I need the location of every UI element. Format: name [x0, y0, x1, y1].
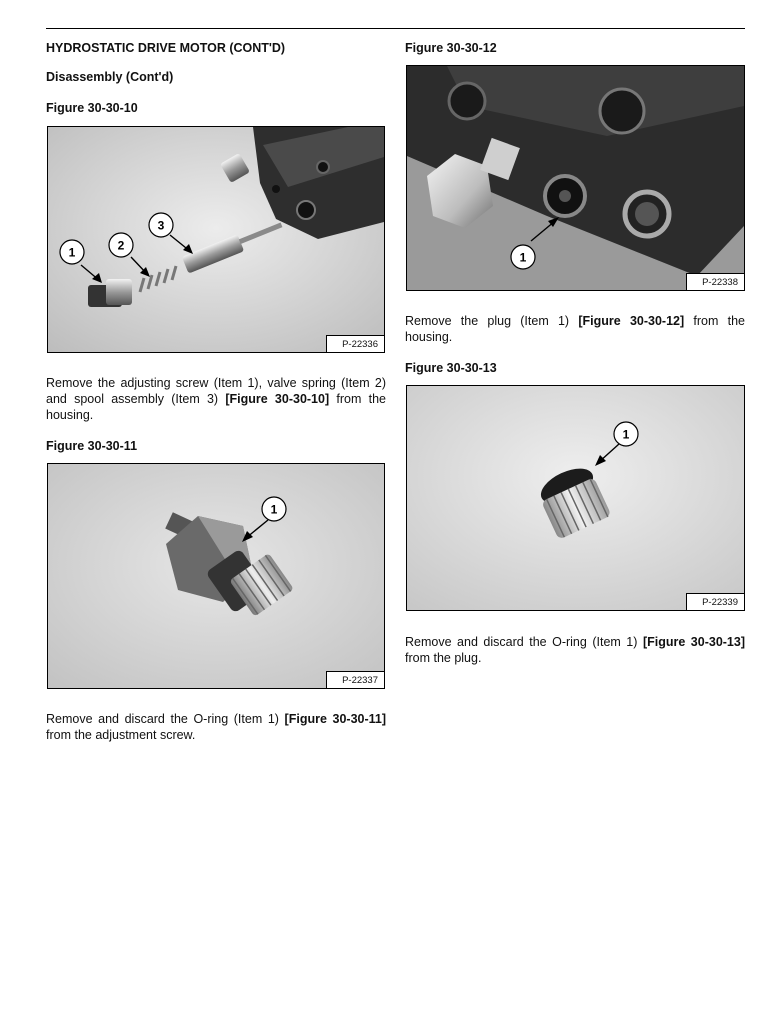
callout-1: 1: [270, 502, 278, 517]
figure-caption-10: Figure 30-30-10: [46, 101, 138, 115]
figure-30-30-12: [406, 65, 745, 291]
paragraph-text: from the housing.: [405, 314, 745, 344]
paragraph-text: from the adjustment screw.: [46, 728, 196, 742]
photo-id-tag: P-22338: [686, 273, 744, 290]
callout-3: 3: [157, 218, 165, 233]
figure-reference: [Figure 30-30-13]: [642, 635, 746, 649]
paragraph-text: Remove the adjusting screw (Item 1), valve spring (Item 2) and spool assembly (Item 3): [46, 376, 386, 406]
paragraph-text: Remove and discard the O-ring (Item 1): [405, 635, 643, 649]
figure-reference: [Figure 30-30-11]: [284, 712, 387, 726]
paragraph-text: from the housing.: [46, 392, 386, 422]
figure-12-photo: [407, 66, 744, 290]
section-subtitle: Disassembly (Cont'd): [46, 70, 174, 84]
paragraph-remove-oring-screw: [46, 711, 386, 743]
paragraph-text: Remove the plug (Item 1): [405, 314, 579, 328]
figure-30-30-10: [47, 126, 385, 353]
callout-2: 2: [117, 238, 125, 253]
figure-10-photo: [48, 127, 384, 352]
figure-30-30-11: [47, 463, 385, 689]
photo-id-tag: P-22336: [326, 335, 384, 352]
figure-caption-11: Figure 30-30-11: [46, 439, 138, 453]
figure-30-30-13: [406, 385, 745, 611]
paragraph-text: from the plug.: [405, 651, 482, 665]
paragraph-remove-plug: [405, 313, 745, 345]
figure-caption-12: Figure 30-30-12: [405, 41, 497, 55]
paragraph-remove-oring-plug: [405, 634, 745, 666]
section-title: HYDROSTATIC DRIVE MOTOR (CONT'D): [46, 41, 286, 55]
paragraph-remove-adjusting-screw: [46, 375, 386, 423]
figure-11-photo: [48, 464, 384, 688]
photo-id-tag: P-22337: [326, 671, 384, 688]
figure-reference: [Figure 30-30-12]: [578, 314, 685, 328]
figure-reference: [Figure 30-30-10]: [225, 392, 330, 406]
header-rule: [46, 28, 745, 29]
callout-1: 1: [519, 250, 527, 265]
photo-id-tag: P-22339: [686, 593, 744, 610]
callout-1: 1: [622, 427, 630, 442]
figure-13-photo: [407, 386, 744, 610]
callout-1: 1: [68, 245, 76, 260]
paragraph-text: Remove and discard the O-ring (Item 1): [46, 712, 285, 726]
figure-caption-13: Figure 30-30-13: [405, 361, 497, 375]
